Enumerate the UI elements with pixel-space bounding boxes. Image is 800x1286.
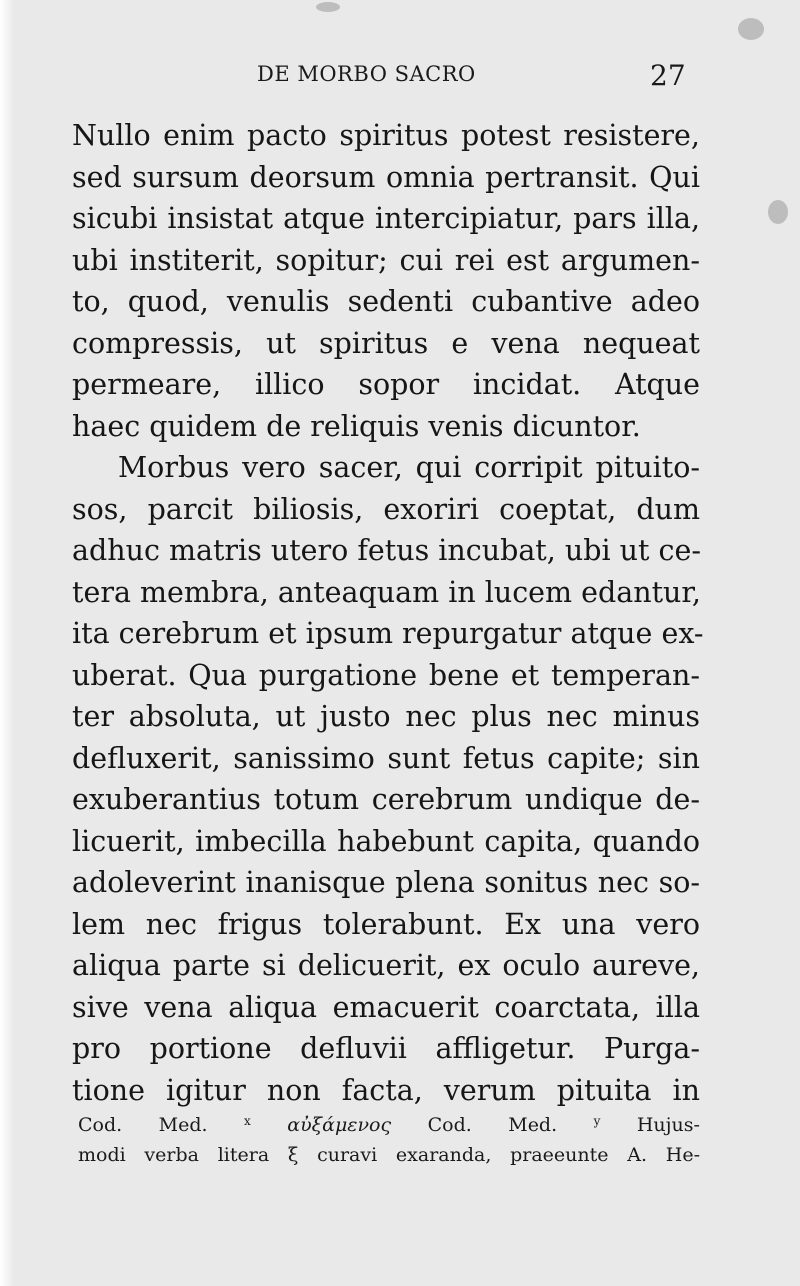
footnote-text: Hujus- — [636, 1114, 700, 1136]
text-line: compressis, ut spiritus e vena nequeat — [72, 326, 700, 360]
text-line: lem nec frigus tolerabunt. Ex una vero — [72, 907, 700, 941]
text-line: sos, parcit biliosis, exoriri coeptat, dum — [72, 492, 700, 526]
greek-word: αὐξάμενος — [287, 1114, 392, 1136]
footnote-text: Cod. Med. — [78, 1114, 208, 1136]
footnote-line: modi verba litera ξ curavi exaranda, praeeunte A. He- — [78, 1144, 700, 1166]
text-line: tera membra, anteaquam in lucem edantur, — [72, 575, 701, 609]
text-line: defluxerit, sanissimo sunt fetus capite; sin — [72, 741, 700, 775]
text-line: sicubi insistat atque intercipiatur, pars illa, — [72, 202, 700, 235]
text-line: permeare, illico sopor incidat. Atque — [72, 368, 700, 401]
footnotes — [78, 1106, 700, 1170]
footnote-mark: y — [593, 1114, 601, 1128]
paragraph-end-line: haec quidem de reliquis venis dicuntor. — [72, 409, 641, 443]
text-line: tione igitur non facta, verum pituita in — [72, 1073, 700, 1107]
text-line: to, quod, venulis sedenti cubantive adeo — [72, 285, 700, 318]
body-text — [72, 115, 704, 1111]
text-line: exuberantius totum cerebrum undique de- — [72, 783, 700, 816]
footnote-mark: x — [244, 1114, 251, 1128]
paper-speck — [316, 2, 340, 12]
footnote-line — [78, 1106, 700, 1140]
text-line: pro portione defluvii affligetur. Purga- — [72, 1032, 700, 1065]
text-line: ter absoluta, ut justo nec plus nec minus — [72, 700, 700, 733]
text-line: uberat. Qua purgatione bene et temperan- — [72, 658, 700, 692]
text-line: adhuc matris utero fetus incubat, ubi ut ce- — [72, 534, 701, 567]
footnote-text: Cod. Med. — [427, 1114, 558, 1136]
page-number: 27 — [650, 59, 686, 92]
paper-speck — [738, 18, 764, 40]
text-line: sed sursum deorsum omnia pertransit. Qui — [72, 160, 700, 194]
running-head — [0, 59, 800, 102]
text-line: aliqua parte si delicuerit, ex oculo aureve, — [72, 949, 700, 982]
text-line: Nullo enim pacto spiritus potest resistere, — [72, 119, 700, 152]
running-head-title: DE MORBO SACRO — [257, 62, 476, 86]
text-line: licuerit, imbecilla habebunt capita, quando — [72, 824, 700, 858]
paper-speck — [768, 200, 788, 224]
text-line: ita cerebrum et ipsum repurgatur atque ex- — [72, 617, 704, 650]
text-line: ubi institerit, sopitur; cui rei est argumen- — [72, 243, 700, 277]
paragraph-first-line: Morbus vero sacer, qui corripit pituito- — [118, 451, 700, 484]
text-line: sive vena aliqua emacuerit coarctata, illa — [72, 990, 700, 1024]
text-line: adoleverint inanisque plena sonitus nec so- — [72, 866, 700, 899]
